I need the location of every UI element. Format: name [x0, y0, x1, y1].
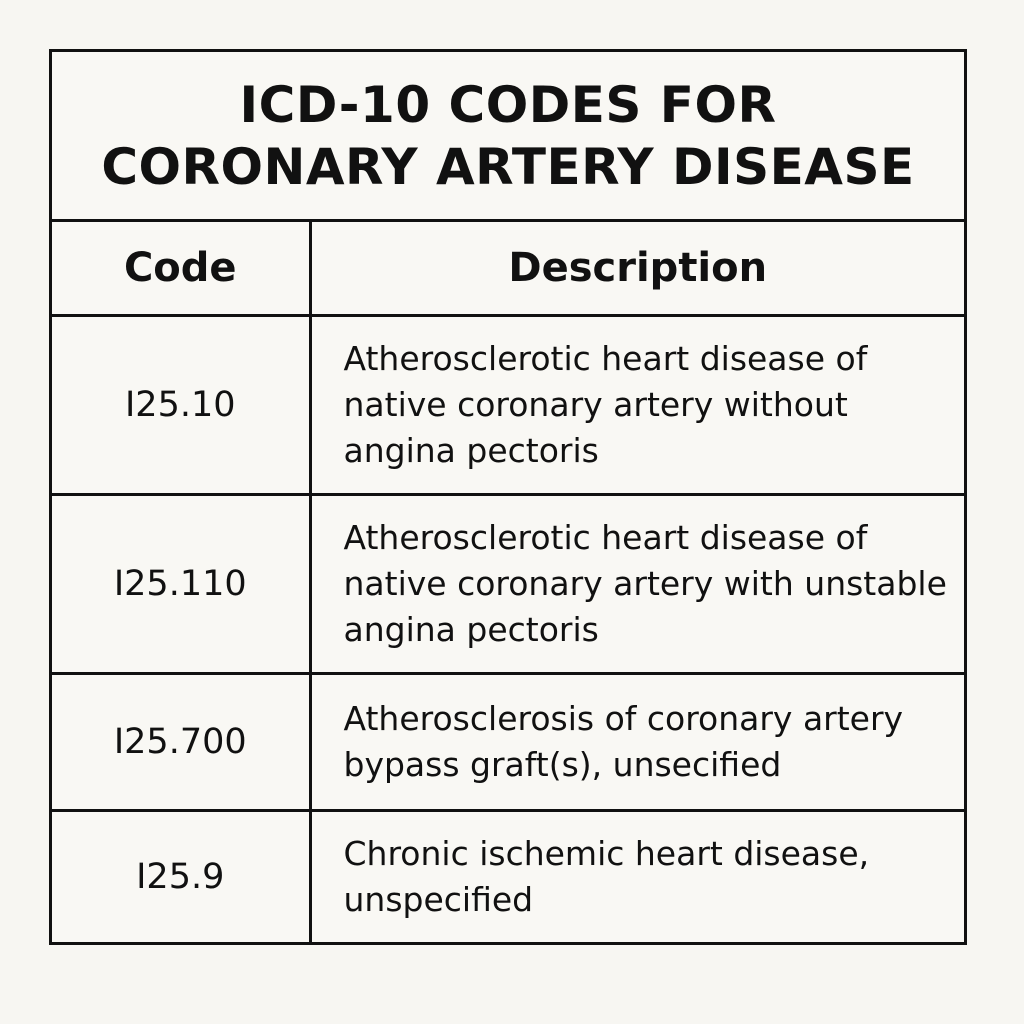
table-row [52, 495, 964, 674]
code-cell: I25.9 [52, 811, 310, 943]
table-row [52, 674, 964, 811]
code-cell: I25.700 [52, 674, 310, 811]
description-cell: Atherosclerotic heart disease of native coronary artery without angina pectoris [310, 316, 964, 495]
column-header-code: Code [52, 222, 310, 316]
code-cell: I25.110 [52, 495, 310, 674]
table-row [52, 316, 964, 495]
column-header-description: Description [310, 222, 964, 316]
description-cell: Atherosclerotic heart disease of native coronary artery with unstable angina pectoris [310, 495, 964, 674]
title-line-1: ICD-10 CODES FOR [239, 75, 777, 134]
title-line-2: CORONARY ARTERY DISEASE [101, 137, 915, 196]
page-title [52, 52, 964, 222]
codes-table [52, 222, 964, 942]
table-row [52, 811, 964, 943]
code-cell: I25.10 [52, 316, 310, 495]
icd-codes-sheet [49, 49, 967, 945]
description-cell: Atherosclerosis of coronary artery bypass graft(s), unsecified [310, 674, 964, 811]
table-header-row [52, 222, 964, 316]
description-cell: Chronic ischemic heart disease, unspecified [310, 811, 964, 943]
